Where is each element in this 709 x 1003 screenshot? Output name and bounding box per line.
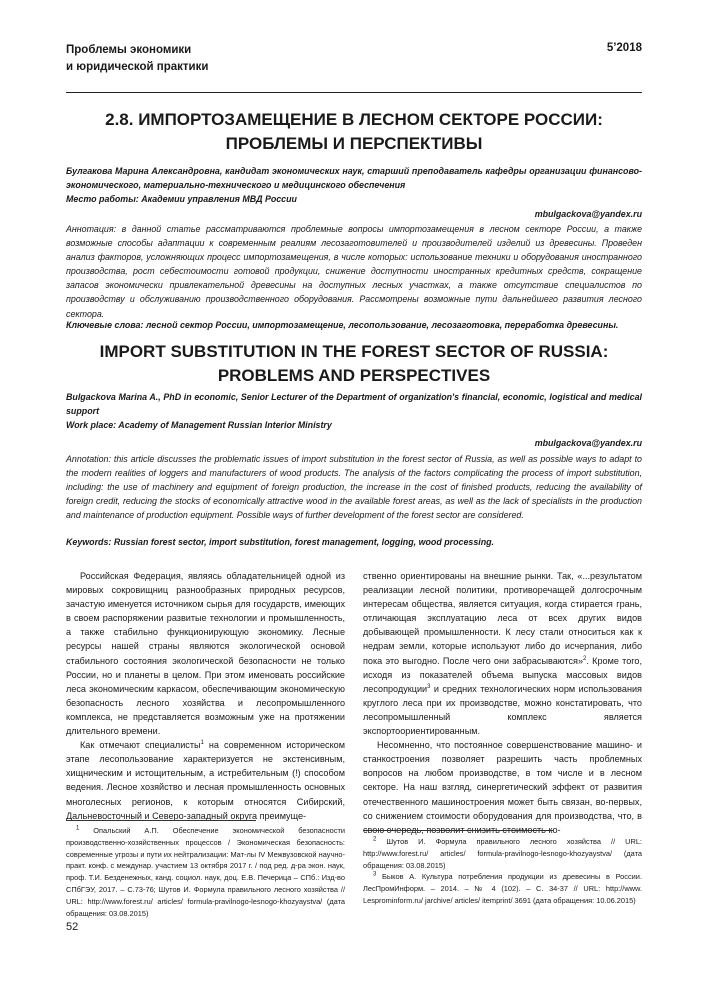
footnote-3 [363,871,642,906]
footnote-2 [363,836,642,871]
footnote-text: Быков А. Культура потребления продукции из древесины в России. ЛесПромИнформ. – 2014. – № 4 (102). – С. 34-37 // URL: http://www. Lesprominform.ru/ jarchive/ articles/ itemprint/ 3691 (дата обращения: 10.06.2015) [363,872,642,905]
text-span: на современном историческом этапе лесопользование характеризуется не экстенсивным, хищническим и истощительным, а истребительным (!) способом ведения. Лесное хозяйство и лесная промышленность основных многолесных регионов, к которым относятся Сибирский, Дальневосточный и Северо-западный округа преимуще- [66,740,345,821]
ru-workplace: Место работы: Академии управления МВД России [66,194,297,204]
text-span: ственно ориентированы на внешние рынки. Так, «...результатом реализации лесной политики, противоречащей долгосрочным интересам общества, является ситуация, когда стирается грань, отличающая эксплуатацию леса от всех других видов добывающей промышленности. К лесу стали относиться как к недрам земли, которые используют либо до исчерпания, либо пока это выгодно. После чего они забрасываются» [363,571,642,666]
footnote-text: Шутов И. Формула правильного лесного хозяйства // URL: http://www.forest.ru/ articles/ formula-pravilnogo-lesnogo-khozyaystva/ (дата обращения: 03.08.2015) [363,837,642,870]
left-column [66,569,345,823]
footnote-1 [66,825,345,919]
text-span: и средних технологических норм использования круглого леса при их производстве, можно констатировать, что лесопромышленный комплекс является экспортоориентированным. [363,683,642,737]
footnote-ref: 3 [427,683,431,690]
en-annotation: Annotation: this article discusses the problematic issues of import substitution in the forest sector of Russia, as well as possible ways to adapt to the modern realities of loggers and manufacturers of wood products. The analysis of the factors complicating the process of import substitution, including: the use of machinery and equipment of foreign production, the increase in the cost of finished products, reducing the availability of foreign credit, reducing the stocks of economically attractive wood in the available forest areas, as well as the lack of specialists in the production and maintenance of production equipment. Possible ways of further development of the forest sector are considered. [66,454,642,521]
body-paragraph: Несомненно, что постоянное совершенствование машино- и станкостроения позволяет разрешить часть проблемных вопросов на любом производстве, в том числе и в лесном секторе. На наш взгляд, синергетический эффект от развития отечественного машиностроения может быть связан, во-первых, со снижением стоимости оборудования для производства, что, в свою очередь, позволит снизить стоимость ко- [363,740,642,835]
ru-email: mbulgackova@yandex.ru [534,209,642,219]
footnote-text: Опальский А.П. Обеспечение экономической безопасности производственно-хозяйственных процессов / Экономическая безопасность: современные угрозы и пути их нейтрализации: Мат-лы IV Межвузовской научно-практ. конф. с междунар. участием 13 октября 2017 г. / под ред. д-ра экон. наук, проф. Т.И. Безденежных, канд. социол. наук, доц. Е.В. Печерица – СПб.: Изд-во СПбГЭУ, 2017. – С.73-76; Шутов И. Формула правильного лесного хозяйства // URL: http://www.forest.ru/ articles/ formula-pravilnogo-lesnogo-khozyaystva/ (дата обращения: 03.08.2015) [66,826,345,918]
ru-keywords: Ключевые слова: лесной сектор России, импортозамещение, лесопользование, лесозаготовка, переработка древесины. [66,320,619,330]
journal-title [66,42,208,76]
en-email: mbulgackova@yandex.ru [534,438,642,448]
footnote-divider-left [66,820,256,821]
right-column [363,569,642,837]
footnote-ref: 2 [583,655,587,662]
ru-title-line1: 2.8. ИМПОРТОЗАМЕЩЕНИЕ В ЛЕСНОМ СЕКТОРЕ РОССИИ: [105,110,603,129]
journal-title-line1: Проблемы экономики [66,44,192,56]
body-paragraph [66,738,345,823]
ru-title-line2: ПРОБЛЕМЫ И ПЕРСПЕКТИВЫ [225,134,483,153]
footnote-number: 3 [373,871,377,878]
footnote-number: 2 [373,836,377,843]
en-keywords: Keywords: Russian forest sector, import substitution, forest management, logging, wood processing. [66,537,495,547]
header-divider [66,92,642,93]
issue-number: 5’2018 [606,42,642,54]
en-title [66,340,642,388]
text-span: . Кроме того, исходя из показателей объема выпуска массовых видов лесопродукции [363,655,642,694]
en-author: Bulgackova Marina A., PhD in economic, Senior Lecturer of the Department of organization's financial, economic, logistical and medical support [66,392,642,417]
page-number: 52 [66,921,79,933]
en-title-line2: PROBLEMS AND PERSPECTIVES [217,366,491,385]
journal-title-line2: и юридической практики [66,61,209,73]
body-paragraph: Российская Федерация, являясь обладательницей одной из мировых сокровищниц разнообразных природных ресурсов, зачастую именуется источником сырья для государств, имеющих в своем распоряжении развитые технологии и промышленность, а также стабильно функционирующую экономику. Лесные ресурсы нашей страны являются экологической основой стабильного состояния экологической безопасности не только России, но и планеты в целом. При этом именовать российские леса экономическим каркасом, обеспечивающим экономическую безопасность лесного хозяйства и лесопромышленного комплекса, не представляется возможным уже на протяжении длительного времени. [66,571,345,737]
en-title-line1: IMPORT SUBSTITUTION IN THE FOREST SECTOR OF RUSSIA: [99,342,609,361]
body-paragraph [363,569,642,738]
ru-author: Булгакова Марина Александровна, кандидат экономических наук, старший преподаватель кафедры организации финансово-экономического, материально-технического и медицинского обеспечения [66,166,642,191]
ru-annotation: Аннотация: в данной статье рассматриваются проблемные вопросы импортозамещения в лесном секторе России, а также возможные способы адаптации к современным реалиям лесозаготовителей и производителей изделий из древесины. Проведен анализ факторов, усложняющих процесс импортозамещения, в числе которых: использование техники и оборудования иностранного производства, рост себестоимости готовой продукции, снижение доступности иностранных кредитных средств, сокращение запасов экономически привлекательной древесины на доступных лесных участках, а также отсутствие специалистов по производству и обслуживанию производственного оборудования. Рассмотрены возможные пути дальнейшего развития лесного сектора. [66,224,642,319]
footnote-divider-right [363,830,553,831]
footnote-ref: 1 [200,740,204,747]
text-span: Как отмечают специалисты [80,740,201,751]
en-workplace: Work place: Academy of Management Russian Interior Ministry [66,420,332,430]
ru-title [66,108,642,156]
footnote-number: 1 [76,825,80,832]
